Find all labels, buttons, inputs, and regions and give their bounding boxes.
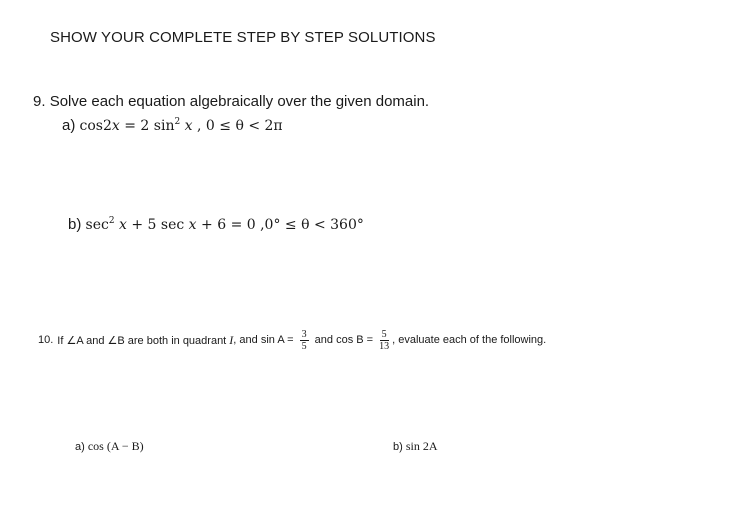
part-label: b) <box>68 216 82 233</box>
question-10b <box>393 439 438 454</box>
part-label: b) <box>393 441 403 453</box>
page-heading: SHOW YOUR COMPLETE STEP BY STEP SOLUTIONS <box>50 29 436 46</box>
fraction-cos-b: $\frac{5}{13}$ <box>379 328 390 352</box>
question-9-prompt <box>33 93 429 110</box>
equation-9a: cos2x = 2 $\sin^2 x$ , 0 ≤ θ < 2π <box>79 117 283 134</box>
expression-10b: sin 2A <box>405 439 438 453</box>
fraction-sin-a: $\frac{3}{5}$ <box>301 328 307 352</box>
question-text: Solve each equation algebraically over the given domain. <box>49 93 430 110</box>
part-label: a) <box>62 117 76 134</box>
question-9a <box>62 117 283 134</box>
question-10a <box>75 439 144 454</box>
question-10-prompt: 10. If ∠A and ∠B are both in quadrant I , and sin A = $\frac{3}{5}$ and cos B = $\frac{5}{13}$ , evaluate each of the following. <box>38 328 547 352</box>
expression-10a: cos (A − B) <box>87 439 144 453</box>
part-label: a) <box>75 441 85 453</box>
question-number: 9. <box>33 93 46 110</box>
question-number: 10. <box>38 334 54 346</box>
question-9b <box>68 216 364 233</box>
equation-9b: $\sec^2 x + 5$ sec x + 6 = 0 ,0° ≤ θ < 360° <box>85 216 364 233</box>
